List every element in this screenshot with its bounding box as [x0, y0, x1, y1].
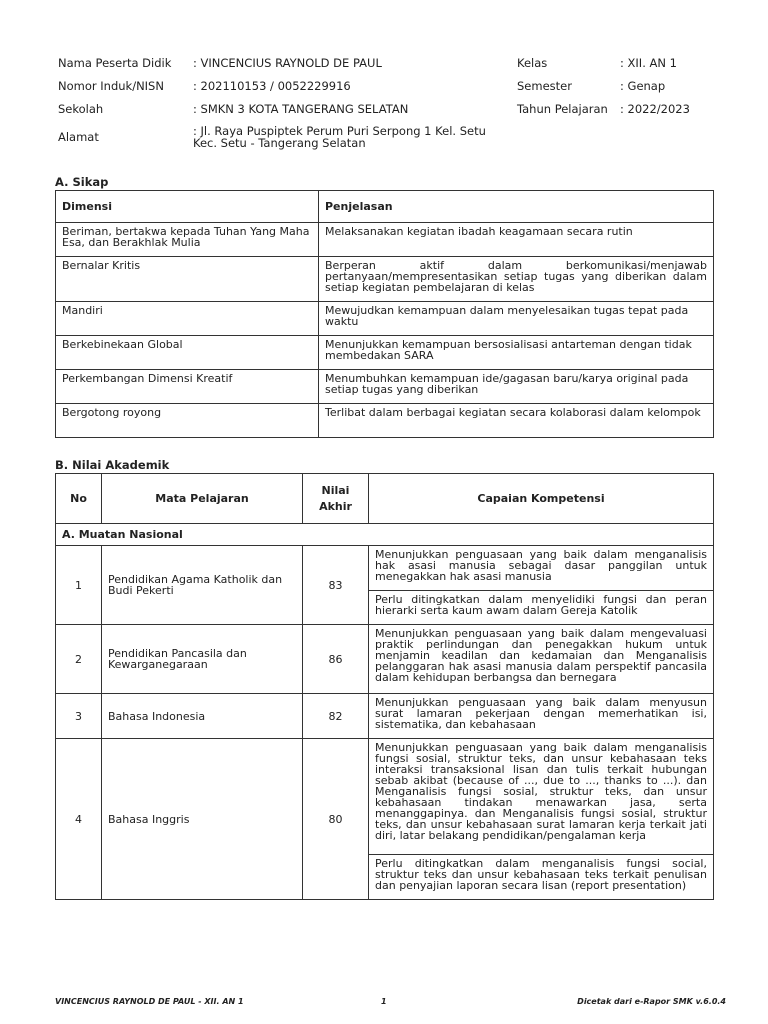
table-row: [56, 694, 714, 739]
sikap-dimensi: Bergotong royong: [56, 404, 319, 438]
sikap-row: [56, 370, 714, 404]
sikap-penjelasan: Melaksanakan kegiatan ibadah keagamaan secara rutin: [319, 223, 714, 257]
row-no: 2: [56, 625, 102, 694]
sikap-dimensi: Bernalar Kritis: [56, 257, 319, 302]
sikap-penjelasan: Berperan aktif dalam berkomunikasi/menjawab pertanyaan/mempresentasikan setiap tugas yang diberikan dalam setiap kegiatan pembelajaran di kelas: [319, 257, 714, 302]
sikap-dimensi: Berkebinekaan Global: [56, 336, 319, 370]
semester-label: Semester: [517, 79, 572, 93]
row-capaian: Menunjukkan penguasaan yang baik dalam mengevaluasi praktik perlindungan dan penegakkan hukum untuk menjamin keadilan dan kedamaian dan Menganalisis pelanggaran hak asasi manusia dalam perspektif pancasila dalam kehidupan berbangsa dan bernegara: [369, 625, 714, 694]
table-row: [56, 546, 714, 591]
sikap-dimensi: Perkembangan Dimensi Kreatif: [56, 370, 319, 404]
footer-printed-by: Dicetak dari e-Rapor SMK v.6.0.4: [577, 997, 726, 1006]
sikap-dimensi: Beriman, bertakwa kepada Tuhan Yang Maha Esa, dan Berakhlak Mulia: [56, 223, 319, 257]
sikap-penjelasan: Terlibat dalam berbagai kegiatan secara kolaborasi dalam kelompok: [319, 404, 714, 438]
col-no-header: No: [56, 474, 102, 524]
year-value: : 2022/2023: [620, 102, 690, 116]
nilai-header-row: [56, 474, 714, 524]
sikap-row: [56, 336, 714, 370]
table-row: [56, 739, 714, 855]
row-capaian: Perlu ditingkatkan dalam menganalisis fungsi social, struktur teks dan unsur kebahasaan teks terkait penulisan dan penyajian laporan secara lisan (report presentation): [369, 855, 714, 900]
col-nilai-header: Nilai Akhir: [303, 474, 369, 524]
row-capaian: Menunjukkan penguasaan yang baik dalam menganalisis hak asasi manusia sebagai dasar panggilan untuk menegakkan hak asasi manusia: [369, 546, 714, 591]
row-nilai: 86: [303, 625, 369, 694]
address-label: Alamat: [58, 130, 99, 144]
table-row: [56, 625, 714, 694]
sikap-penjelasan: Menunjukkan kemampuan bersosialisasi antarteman dengan tidak membedakan SARA: [319, 336, 714, 370]
class-label: Kelas: [517, 56, 548, 70]
group-row: [56, 524, 714, 546]
address-value: : Jl. Raya Puspiptek Perum Puri Serpong 1 Kel. Setu Kec. Setu - Tangerang Selatan: [193, 124, 486, 150]
row-capaian: Menunjukkan penguasaan yang baik dalam menganalisis fungsi sosial, struktur teks, dan unsur kebahasaan teks interaksi transaksional lisan dan tulis terkait hubungan sebab akibat (because of ..., due to ..., thanks to ...). dan Menganalisis fungsi sosial, struktur teks, dan unsur kebahasaan tindakan menawarkan jasa, serta menanggapinya. dan Menganalisis fungsi sosial, struktur teks, dan unsur kebahasaan surat lamaran kerja terkait jati diri, latar belakang pendidikan/pengalaman kerja: [369, 739, 714, 855]
sikap-row: [56, 223, 714, 257]
school-label: Sekolah: [58, 102, 104, 116]
row-no: 1: [56, 546, 102, 625]
col-penjelasan-header: Penjelasan: [319, 191, 714, 223]
row-mapel: Bahasa Indonesia: [102, 694, 303, 739]
class-value: : XII. AN 1: [620, 56, 677, 70]
school-value: : SMKN 3 KOTA TANGERANG SELATAN: [193, 102, 409, 116]
name-value: : VINCENCIUS RAYNOLD DE PAUL: [193, 56, 382, 70]
footer-student: VINCENCIUS RAYNOLD DE PAUL - XII. AN 1: [55, 997, 244, 1006]
row-mapel: Pendidikan Agama Katholik dan Budi Pekerti: [102, 546, 303, 625]
row-nilai: 83: [303, 546, 369, 625]
row-mapel: Bahasa Inggris: [102, 739, 303, 900]
footer-page-number: 1: [381, 997, 387, 1006]
col-mapel-header: Mata Pelajaran: [102, 474, 303, 524]
name-label: Nama Peserta Didik: [58, 56, 172, 70]
row-mapel: Pendidikan Pancasila dan Kewarganegaraan: [102, 625, 303, 694]
sikap-row: [56, 404, 714, 438]
sikap-penjelasan: Mewujudkan kemampuan dalam menyelesaikan tugas tepat pada waktu: [319, 302, 714, 336]
row-capaian: Menunjukkan penguasaan yang baik dalam menyusun surat lamaran pekerjaan dengan memerhatikan isi, sistematika, dan kebahasaan: [369, 694, 714, 739]
sikap-table: [55, 190, 714, 438]
sikap-row: [56, 302, 714, 336]
nisn-value: : 202110153 / 0052229916: [193, 79, 351, 93]
row-nilai: 82: [303, 694, 369, 739]
col-dimensi-header: Dimensi: [56, 191, 319, 223]
row-no: 3: [56, 694, 102, 739]
nisn-label: Nomor Induk/NISN: [58, 79, 164, 93]
nilai-section-title: B. Nilai Akademik: [55, 458, 170, 472]
semester-value: : Genap: [620, 79, 666, 93]
sikap-penjelasan: Menumbuhkan kemampuan ide/gagasan baru/karya original pada setiap tugas yang diberikan: [319, 370, 714, 404]
sikap-header-row: [56, 191, 714, 223]
row-capaian: Perlu ditingkatkan dalam menyelidiki fungsi dan peran hierarki serta kaum awam dalam Gereja Katolik: [369, 591, 714, 625]
col-capaian-header: Capaian Kompetensi: [369, 474, 714, 524]
nilai-table: [55, 473, 714, 900]
group-label: A. Muatan Nasional: [56, 524, 714, 546]
sikap-row: [56, 257, 714, 302]
sikap-section-title: A. Sikap: [55, 175, 109, 189]
row-nilai: 80: [303, 739, 369, 900]
sikap-dimensi: Mandiri: [56, 302, 319, 336]
row-no: 4: [56, 739, 102, 900]
year-label: Tahun Pelajaran: [517, 102, 608, 116]
